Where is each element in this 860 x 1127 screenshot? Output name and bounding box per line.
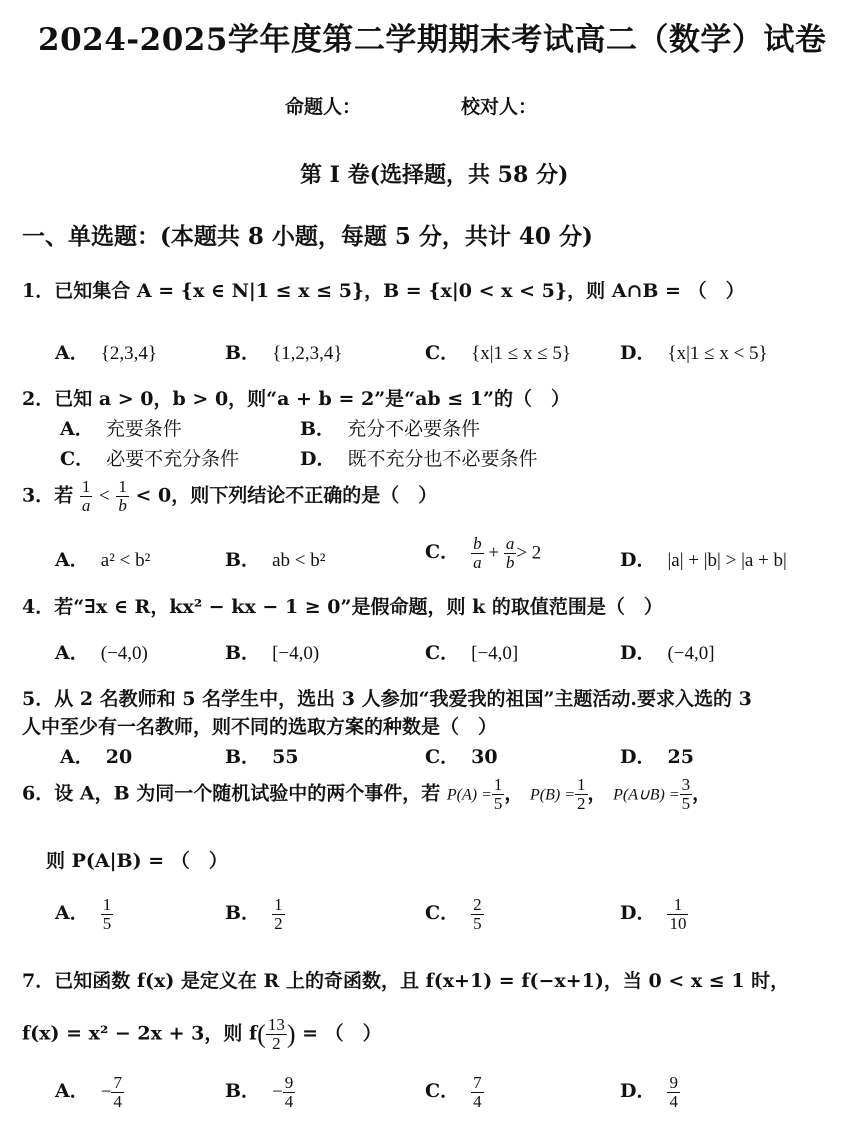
frac-num: 7 xyxy=(113,1073,122,1092)
option-value: |a| + |b| > |a + b| xyxy=(667,550,787,571)
question-6-options xyxy=(55,896,835,946)
q4-option-b[interactable] xyxy=(225,638,319,665)
q6-pa: P(A) = xyxy=(446,786,492,804)
option-label: C． xyxy=(425,642,460,664)
option-label: C． xyxy=(425,342,460,364)
q7-option-b[interactable] xyxy=(225,1074,295,1111)
question-6-stem-line-2: 则 P(A|B) = （ ） xyxy=(46,850,228,872)
option-label: A． xyxy=(55,342,89,364)
option-sign: − xyxy=(272,1081,283,1103)
option-value: 20 xyxy=(105,746,133,768)
question-3-stem: 3．若 $\frac{1}{a}$ < $\frac{1}{b}$ < 0，则下列结论不正确的是（ ） xyxy=(22,477,438,515)
option-value: {x|1 ≤ x ≤ 5} xyxy=(471,343,572,364)
frac-num: 1 xyxy=(102,895,112,914)
fraction-b-over-a: $\frac{b}{a}$ xyxy=(473,534,482,572)
option-label: D． xyxy=(620,342,656,364)
option-value: {2,3,4} xyxy=(100,343,157,364)
q7-option-a[interactable] xyxy=(55,1074,124,1111)
question-1-stem: 1．已知集合 A = {x ∈ N|1 ≤ x ≤ 5}，B = {x|0 < x < 5}，则 A∩B = （ ） xyxy=(22,280,745,302)
question-5-stem-line-1: 5．从 2 名教师和 5 名学生中，选出 3 人参加“我爱我的祖国”主题活动.要求入选的 3 xyxy=(22,688,752,710)
frac-den: 4 xyxy=(669,1091,678,1111)
q7-option-d[interactable] xyxy=(620,1074,680,1111)
frac-num: 2 xyxy=(473,895,482,914)
option-label: C． xyxy=(60,448,95,470)
option-value: 30 xyxy=(471,746,498,768)
option-value: 必要不充分条件 xyxy=(106,448,240,470)
option-value: 充要条件 xyxy=(105,418,182,440)
q7-equals: = （ ） xyxy=(302,1022,382,1045)
frac-num: 9 xyxy=(669,1073,678,1092)
frac-den: 4 xyxy=(284,1091,294,1111)
q5-option-d[interactable] xyxy=(620,742,694,769)
option-label: B． xyxy=(225,902,261,925)
question-1-options xyxy=(55,338,835,378)
frac-num: 7 xyxy=(473,1073,482,1092)
setter-label: 命题人： xyxy=(285,96,362,118)
q1-option-c[interactable] xyxy=(425,338,571,365)
option-label: B． xyxy=(225,342,261,364)
option-label: A． xyxy=(55,642,89,664)
fraction-1-over-a: $\frac{1}{a}$ xyxy=(81,477,91,515)
option-label: B． xyxy=(225,1080,261,1103)
author-line xyxy=(285,92,537,119)
frac-den: 4 xyxy=(113,1091,122,1111)
option-value: 充分不必要条件 xyxy=(347,418,481,440)
frac-num: 9 xyxy=(284,1073,294,1092)
question-6-stem-line-1: 6．设 A，B 为同一个随机试验中的两个事件，若 P(A) = $\frac{1}{5}$ ， P(B) = $\frac{1}{2}$ ， P(A∪B) = $\frac{3}{5}$ ， xyxy=(22,775,712,813)
q4-option-d[interactable] xyxy=(620,638,715,665)
q2-option-b[interactable] xyxy=(300,414,480,441)
option-value: {x|1 ≤ x < 5} xyxy=(667,343,768,364)
question-2-stem: 2．已知 a > 0，b > 0，则“a + b = 2”是“ab ≤ 1”的（ ） xyxy=(22,388,570,410)
checker-label: 校对人： xyxy=(461,96,538,118)
option-value: ab < b² xyxy=(272,550,326,571)
frac-den: 5 xyxy=(102,913,112,933)
option-sign: − xyxy=(100,1081,112,1103)
q1-option-b[interactable] xyxy=(225,338,343,365)
q7-function-def: f(x) = x² − 2x + 3，则 f xyxy=(22,1022,258,1045)
option-label: B． xyxy=(225,746,261,768)
option-label: A． xyxy=(55,549,89,571)
option-value: 既不充分也不必要条件 xyxy=(347,448,538,470)
frac-num: 1 xyxy=(274,895,283,914)
option-label: C． xyxy=(425,902,460,925)
question-7-stem-line-1: 7．已知函数 f(x) 是定义在 R 上的奇函数，且 f(x+1) = f(−x+1)，当 0 < x ≤ 1 时， xyxy=(22,970,790,992)
option-label: C． xyxy=(425,1080,460,1103)
option-label: A． xyxy=(55,902,89,925)
q3-suffix: < 0，则下列结论不正确的是（ ） xyxy=(135,484,438,507)
frac-den: 10 xyxy=(669,913,687,933)
q6-pab: P(A∪B) = xyxy=(613,786,680,804)
section-heading: 一、单选题：(本题共 8 小题，每题 5 分，共计 40 分) xyxy=(22,223,593,250)
option-label: A． xyxy=(60,746,94,768)
fraction-1-5: $\frac{1}{5}$ xyxy=(493,775,503,813)
question-4-stem: 4．若“∃x ∈ R，kx² − kx − 1 ≥ 0”是假命题，则 k 的取值范围是（ ） xyxy=(22,596,663,618)
q1-option-a[interactable] xyxy=(55,338,157,365)
frac-den: 2 xyxy=(274,913,283,933)
option-label: A． xyxy=(55,1080,89,1103)
q2-option-d[interactable] xyxy=(300,444,538,471)
option-label: B． xyxy=(225,642,261,664)
q6-pb: P(B) = xyxy=(530,786,576,804)
frac-den: 5 xyxy=(473,913,482,933)
q6-option-a[interactable] xyxy=(55,896,113,933)
fraction-3-5: $\frac{3}{5}$ xyxy=(681,775,691,813)
option-value: (−4,0) xyxy=(100,643,148,664)
frac-num: 1 xyxy=(667,896,688,915)
q2-option-c[interactable] xyxy=(60,444,239,471)
q4-option-c[interactable] xyxy=(425,638,518,665)
option-label: D． xyxy=(620,1080,656,1103)
exam-title: 2024-2025学年度第二学期期末考试高二（数学）试卷 xyxy=(38,22,827,58)
fraction-1-2: $\frac{1}{2}$ xyxy=(577,775,586,813)
q7-option-c[interactable] xyxy=(425,1074,484,1111)
question-7-options xyxy=(55,1074,835,1124)
q3-option-b[interactable] xyxy=(225,545,325,572)
q5-option-c[interactable] xyxy=(425,742,498,769)
q3-option-a[interactable] xyxy=(55,545,150,572)
q3-prefix: 3．若 xyxy=(22,484,74,507)
q2-option-a[interactable] xyxy=(60,414,182,441)
q6-intro: 6．设 A，B 为同一个随机试验中的两个事件，若 xyxy=(22,782,441,805)
option-value: 55 xyxy=(272,746,299,768)
question-3-options xyxy=(55,534,845,585)
option-label: A． xyxy=(60,418,94,440)
option-label: B． xyxy=(225,549,261,571)
q6-option-d[interactable] xyxy=(620,896,688,933)
q6-option-b[interactable] xyxy=(225,896,285,933)
option-label: B． xyxy=(300,418,336,440)
q3-option-c[interactable]: C． $\frac{b}{a}$ + $\frac{a}{b}$ > 2 xyxy=(425,534,542,572)
option-label: D． xyxy=(620,746,656,768)
option-value: {1,2,3,4} xyxy=(272,343,343,364)
option-value: 25 xyxy=(667,746,694,768)
frac-den: 4 xyxy=(473,1091,482,1111)
q5-option-a[interactable] xyxy=(60,742,132,769)
fraction-a-over-b: $\frac{a}{b}$ xyxy=(505,534,515,572)
q1-option-d[interactable] xyxy=(620,338,768,365)
option-value: (−4,0] xyxy=(667,643,715,664)
fraction-13-2: $\frac{13}{2}$ xyxy=(267,1015,285,1053)
question-7-stem-line-2: f(x) = x² − 2x + 3，则 f( $\frac{13}{2}$ ) = （ ） xyxy=(22,1015,382,1053)
q5-option-b[interactable] xyxy=(225,742,299,769)
q4-option-a[interactable] xyxy=(55,638,148,665)
q3-option-d[interactable] xyxy=(620,545,787,572)
option-label: C． xyxy=(425,746,460,768)
option-label: D． xyxy=(620,642,656,664)
fraction-1-over-b: $\frac{1}{b}$ xyxy=(118,477,127,515)
option-label: D． xyxy=(620,902,656,925)
option-value: > 2 xyxy=(516,542,542,564)
option-value: [−4,0] xyxy=(471,643,519,664)
option-label: D． xyxy=(300,448,336,470)
q6-option-c[interactable] xyxy=(425,896,484,933)
option-value: a² < b² xyxy=(100,550,151,571)
option-label: C． xyxy=(425,541,460,564)
option-label: D． xyxy=(620,549,656,571)
part-heading: 第 I 卷(选择题，共 58 分) xyxy=(300,162,569,188)
question-5-stem-line-2: 人中至少有一名教师，则不同的选取方案的种数是（ ） xyxy=(22,716,498,738)
option-value: [−4,0) xyxy=(272,643,320,664)
question-4-options xyxy=(55,638,835,678)
